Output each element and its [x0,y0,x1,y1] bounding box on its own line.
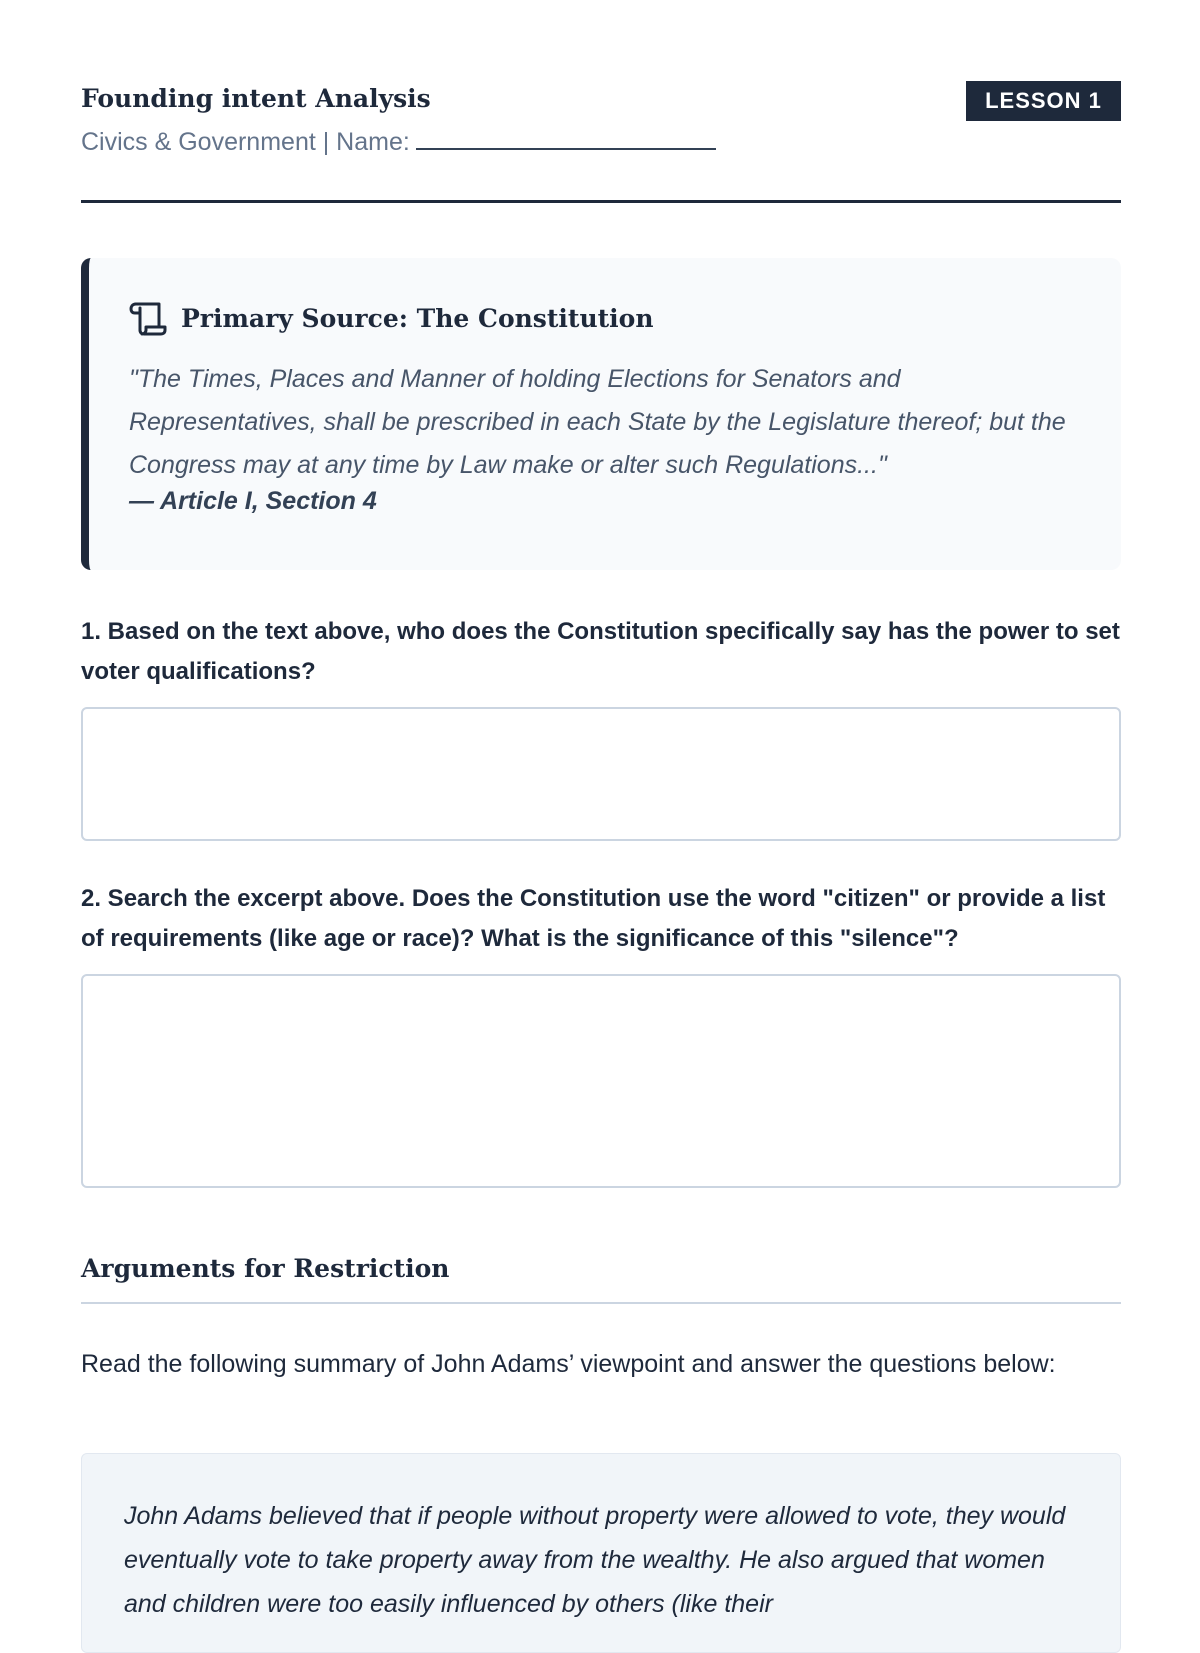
section-divider [81,1302,1121,1304]
constitution-quote: "The Times, Places and Manner of holding Elections for Senators and Representatives, shall be prescribed in each State by the Legislature thereof; but the Congress may at any time by Law make or alter such Regulations..." [129,365,1066,479]
primary-source-heading [129,300,654,336]
scroll-icon [129,300,167,336]
worksheet-page [81,0,1121,1618]
answer-box-2[interactable] [81,974,1121,1188]
lesson-badge: LESSON 1 [966,81,1121,121]
question-2: 2. Search the excerpt above. Does the Constitution use the word "citizen" or provide a list of requirements (like age or race)? What is the significance of this "silence"? [81,885,1106,952]
answer-box-1[interactable] [81,707,1121,841]
worksheet-header [81,0,1121,204]
worksheet-subtitle [81,124,716,157]
adams-summary-text: John Adams believed that if people without property were allowed to vote, they would eventually vote to take property away from the wealthy. He also argued that women and children were too easily influenced by others (like their [124,1502,1066,1618]
section-heading: Arguments for Restriction [81,1254,450,1283]
name-blank-line[interactable] [416,124,716,150]
question-1: 1. Based on the text above, who does the Constitution specifically say has the power to set voter qualifications? [81,618,1120,685]
section-instructions: Read the following summary of John Adams’ viewpoint and answer the questions below: [81,1350,1056,1378]
adams-summary-box [81,1453,1121,1653]
header-divider [81,200,1121,203]
primary-source-title: Primary Source: The Constitution [181,303,654,333]
worksheet-title: Founding intent Analysis [81,84,431,113]
quote-citation: — Article I, Section 4 [129,487,377,515]
subtitle-text: Civics & Government | Name: [81,128,410,156]
primary-source-box [81,258,1121,570]
